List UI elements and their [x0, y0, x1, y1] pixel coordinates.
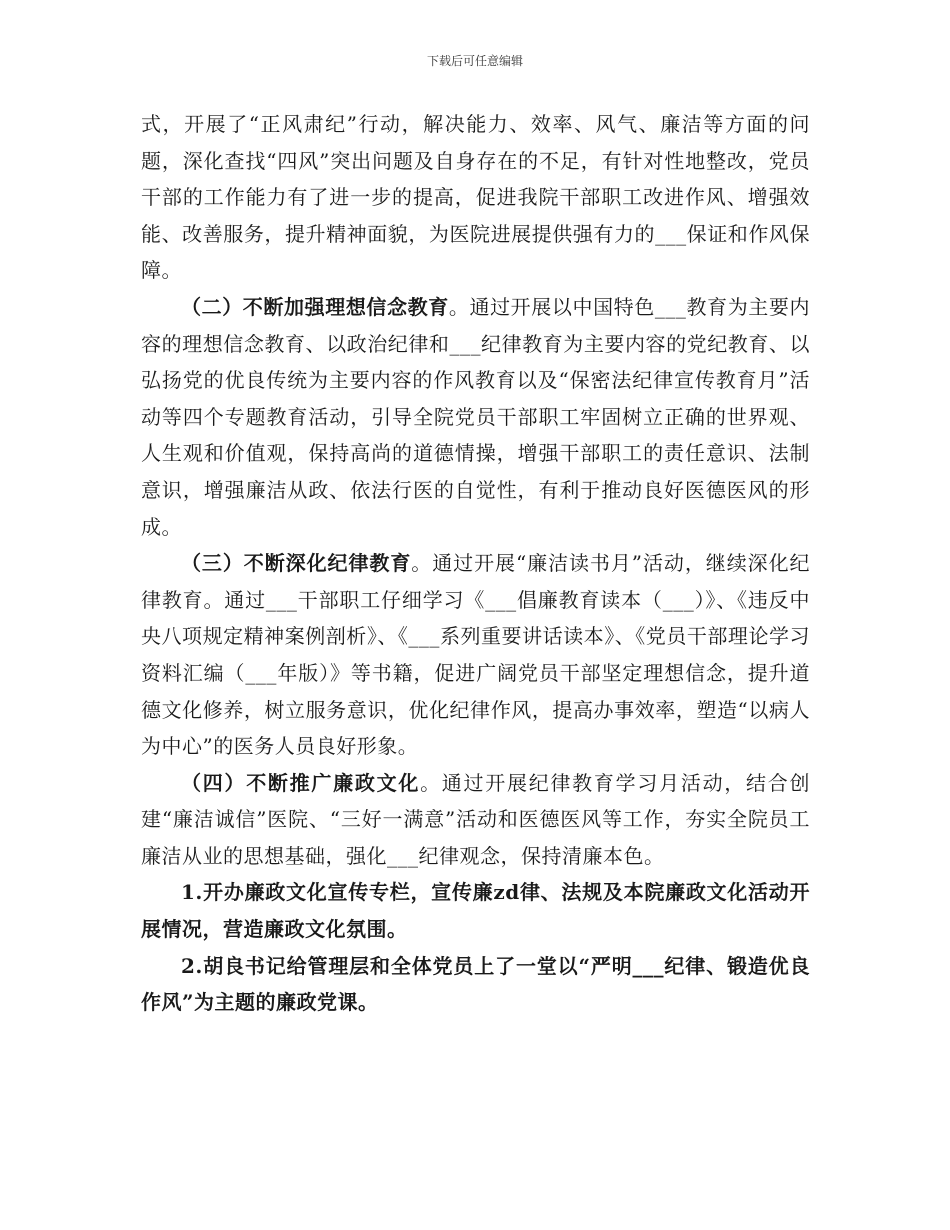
paragraph-integrity-culture — [141, 765, 810, 875]
section-heading-4: （四）不断推广廉政文化 — [181, 770, 421, 795]
page-header: 下载后可任意编辑 — [426, 54, 523, 68]
paragraph-continuation — [141, 106, 810, 289]
paragraph-text: 。通过开展“廉洁读书月”活动，继续深化纪律教育。通过___干部职工仔细学习《___倡廉教育读本（___）》、《违反中央八项规定精神案例剖析》、《___系列重要讲话读本》、《党员干部理论学习资料汇编（___年版）》等书籍，促进广阔党员干部坚定理想信念，提升道德文化修养，树立服务意识，优化纪律作风，提高办事效率，塑造“以病人为中心”的医务人员良好形象。 — [141, 551, 811, 759]
paragraph-discipline-education — [141, 545, 810, 765]
document-body — [141, 106, 810, 1021]
list-item-1: 1.开办廉政文化宣传专栏，宣传廉zd律、法规及本院廉政文化活动开展情况，营造廉政文化氛围。 — [141, 880, 810, 942]
paragraph-text: 。通过开展纪律教育学习月活动，结合创建“廉洁诚信”医院、“三好一满意”活动和医德医风等工作，夯实全院员工廉洁从业的思想基础，强化___纪律观念，保持清廉本色。 — [141, 770, 811, 868]
paragraph-ideals-education — [141, 289, 810, 545]
list-item-2: 2.胡良书记给管理层和全体党员上了一堂以“严明___纪律、锻造优良作风”为主题的廉政党课。 — [141, 953, 810, 1015]
section-heading-3: （三）不断深化纪律教育 — [181, 551, 412, 576]
paragraph-text: 式，开展了“正风肃纪”行动，解决能力、效率、风气、廉洁等方面的问题，深化查找“四风”突出问题及自身存在的不足，有针对性地整改，党员干部的工作能力有了进一步的提高，促进我院干部职工改进作风、增强效能、改善服务，提升精神面貌，为医院进展提供强有力的___保证和作风保障。 — [141, 112, 810, 283]
section-heading-2: （二）不断加强理想信念教育 — [181, 294, 449, 319]
paragraph-text: 。通过开展以中国特色___教育为主要内容的理想信念教育、以政治纪律和___纪律教育为主要内容的党纪教育、以弘扬党的优良传统为主要内容的作风教育以及“保密法纪律宣传教育月”活动等四个专题教育活动，引导全院党员干部职工牢固树立正确的世界观、人生观和价值观，保持高尚的道德情操，增强干部职工的责任意识、法制意识，增强廉洁从政、依法行医的自觉性，有利于推动良好医德医风的形成。 — [141, 294, 811, 539]
